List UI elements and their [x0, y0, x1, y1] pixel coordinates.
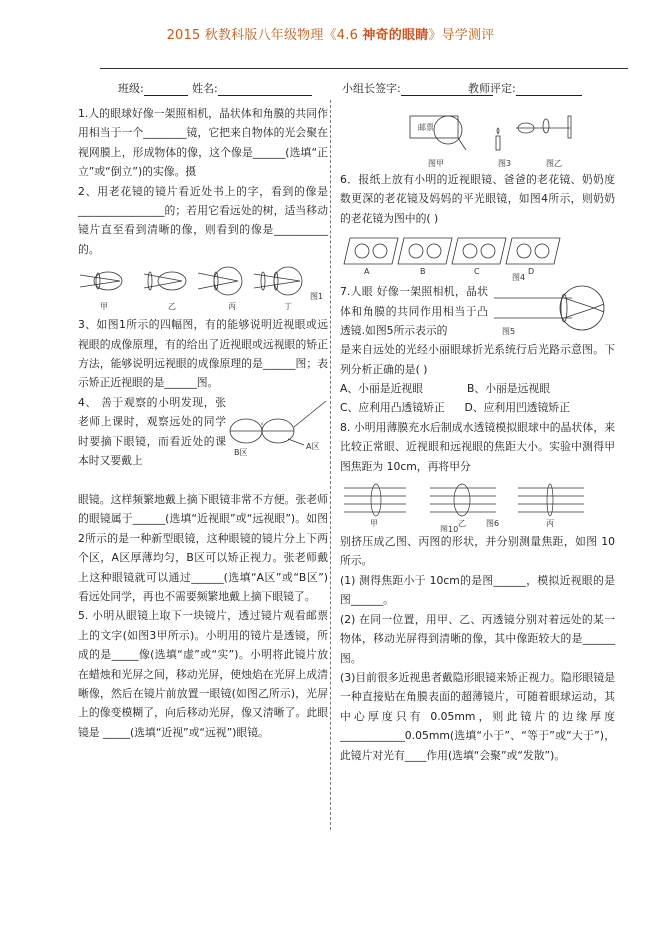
title-suffix: 》导学测评	[428, 28, 495, 43]
q7-option-b[interactable]: B、小丽是远视眼	[467, 382, 550, 396]
figure-3	[340, 104, 615, 170]
class-blank[interactable]	[144, 84, 188, 96]
question-4-body: 眼镜。这样频繁地戴上摘下眼镜非常不方便。张老师的眼镜属于______(选填“近视眼”或“远视眼”)。如图2所示的是一种新型眼镜，这种眼镜的镜片分上下两个区，A区厚薄均匀，B区可以矫正视力。张老师戴上这种眼镜就可以通过______(选填“A区”或“B区”)看远处同学，再也不需要频繁地戴上摘下眼镜了。	[78, 492, 328, 603]
fig4-caption: 图4	[512, 273, 526, 283]
question-3: 3、如图1所示的四幅图，有的能够说明近视眼或远视眼的成像原理，有的给出了近视眼或远视眼的矫正方法，能够说明远视眼的成像原理的是______图；表示矫正近视眼的是______图。	[78, 318, 328, 390]
question-8-part2: (2) 在同一位置，用甲、乙、丙透镜分别对着远处的某一物体，移动光屏得到清晰的像，其中像距较大的是______图。	[340, 612, 615, 665]
question-7-top	[340, 282, 615, 340]
figure-1	[78, 259, 328, 315]
q7-option-d[interactable]: D、应利用凹透镜矫正	[464, 401, 570, 415]
teacher-field	[468, 80, 582, 96]
fig6-label-jia: 甲	[370, 519, 378, 529]
stamp-label: 邮票	[418, 123, 434, 132]
fig1-caption: 图1	[310, 292, 324, 302]
fig3-label-jia: 图甲	[428, 159, 444, 168]
fig4-label-b: B	[420, 267, 426, 277]
right-column	[340, 104, 615, 765]
question-1: 1.人的眼球好像一架照相机，晶状体和角膜的共同作用相当于一个________镜，它把来自物体的光会聚在视网膜上，形成物体的像，这个像是______(选填“正立”或“倒立”)的实像。摄	[78, 107, 328, 179]
question-8-intro: 8. 小明用薄膜充水后制成水透镜模拟眼球中的晶状体，来比较正常眼、近视眼和远视眼的焦距大小。实验中测得甲图焦距为 10cm，再将甲分	[340, 420, 615, 473]
leader-label: 小组长签字:	[342, 82, 401, 95]
fig4-label-a: A	[364, 267, 370, 277]
question-6: 6．报纸上放有小明的近视眼镜、爸爸的老花镜、奶奶度数更深的老花镜及妈妈的平光眼镜，如图4所示，则奶奶的老花镜为图中的( )	[340, 173, 615, 225]
q7-option-c[interactable]: C、应利用凸透镜矫正	[340, 401, 445, 415]
question-4-intro: 4、 善于观察的小明发现，张老师上课时，观察远处的同学时要摘下眼镜，而看近处的课本时又要戴上	[78, 395, 226, 468]
fig6-caption: 图6	[486, 519, 500, 529]
fig10-caption: 图10	[440, 525, 459, 533]
question-8-part3: (3)目前很多近视患者戴隐形眼镜来矫正视力。隐形眼镜是一种直接贴在角膜表面的超薄镜片，可随着眼球运动，其中心厚度只有 0.05mm，则此镜片的边缘厚度____________0.05mm(选填“小于”、“等于”或“大于”)，此镜片对光有____作用(选填“会聚”或“发散”)。	[340, 670, 615, 762]
glasses-figure	[226, 395, 330, 475]
glasses-label-b: B区	[234, 447, 248, 457]
teacher-label: 教师评定:	[468, 82, 516, 95]
column-divider	[330, 100, 331, 830]
question-8-body: 别挤压成乙图、丙图的形状，并分别测量焦距，如图 10所示。	[340, 535, 615, 568]
name-blank[interactable]	[218, 84, 312, 96]
title-highlight: 神奇的眼睛	[362, 28, 429, 43]
name-label: 姓名:	[192, 82, 218, 95]
figure-4	[340, 228, 615, 282]
question-7-intro: 7.人眼 好像一架照相机，晶状体和角膜的共同作用相当于凸透镜.如图5所示表示的	[340, 285, 488, 338]
fig1-label-yi: 乙	[168, 302, 176, 312]
class-field	[118, 80, 188, 96]
question-2: 2、用老花镜的镜片看近处书上的字，看到的像是________________的；若用它看远处的树，适当移动镜片直至看到清晰的像，则看到的像是__________的。	[78, 184, 328, 256]
class-label: 班级:	[118, 82, 144, 95]
figure-5	[492, 282, 612, 340]
question-7-body: 是来自远处的光经小丽眼球折光系统行后光路示意图。下列分析正确的是( )	[340, 343, 615, 376]
question-4-top	[78, 393, 328, 490]
fig6-label-yi: 乙	[458, 519, 466, 529]
question-5: 5. 小明从眼镜上取下一块镜片，透过镜片观看邮票上的文字(如图3甲所示)。小明用的镜片是透镜，所成的是_____像(选填“虚”或“实”)。小明将此镜片放在蜡烛和光屏之间，移动光屏，使烛焰在光屏上成清晰像，然后在镜片前放置一眼镜(如图乙所示)，光屏上的像变模糊了，向后移动光屏，像又清晰了。此眼镜是 _____(选填“近视”或“远视”)眼镜。	[78, 609, 328, 739]
fig3-caption: 图3	[498, 159, 512, 168]
fig1-label-ding: 丁	[284, 302, 292, 312]
fig6-label-bing: 丙	[546, 519, 554, 529]
glasses-label-a: A区	[306, 441, 320, 451]
question-8-part1: (1) 测得焦距小于 10cm的是图______，模拟近视眼的是图______。	[340, 573, 615, 607]
question-7-options-row1	[340, 379, 550, 398]
fig3-label-yi: 图乙	[546, 159, 562, 168]
left-column	[78, 104, 328, 742]
fig5-caption: 图5	[502, 327, 516, 337]
q7-option-a[interactable]: A、小丽是近视眼	[340, 382, 423, 396]
question-7-options-row2	[340, 398, 570, 417]
title-prefix: 2015 秋教科版八年级物理《4.6	[166, 28, 363, 43]
teacher-blank[interactable]	[516, 84, 582, 96]
fig4-label-d: D	[528, 267, 535, 277]
fig1-label-bing: 丙	[228, 302, 236, 312]
header-rule	[100, 68, 628, 69]
name-field	[192, 80, 312, 96]
figure-6	[340, 476, 615, 532]
page-title	[0, 24, 661, 43]
fig1-label-jia: 甲	[100, 302, 108, 312]
fig4-label-c: C	[474, 267, 480, 277]
